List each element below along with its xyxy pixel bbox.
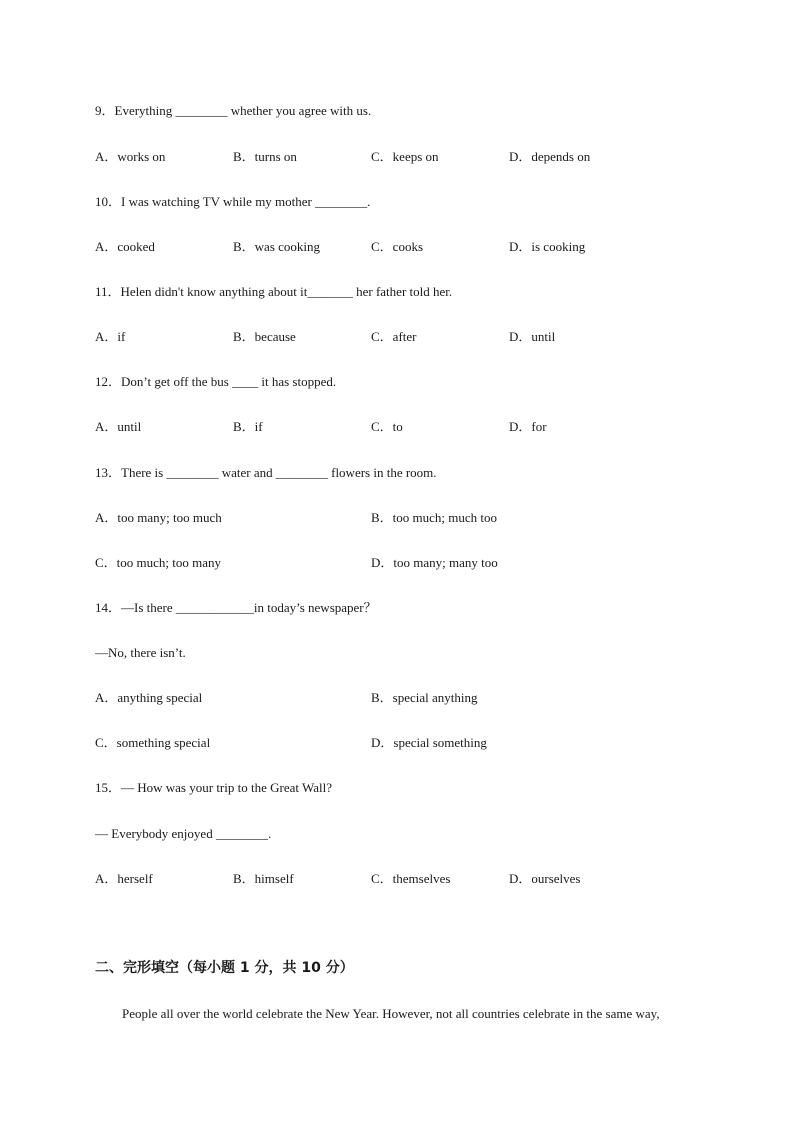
question-14-option-b: B．special anything	[371, 690, 478, 705]
question-15-option-d: D．ourselves	[509, 871, 581, 886]
question-12-option-c: C．to	[371, 419, 403, 434]
question-15-option-a: A．herself	[95, 871, 153, 886]
question-12-stem: 12．Don’t get off the bus ____ it has stopped.	[95, 374, 337, 389]
question-13-option-c: C．too much; too many	[95, 555, 222, 570]
question-14-option-d: D．special something	[371, 735, 487, 750]
question-14-stem: 14．—Is there ____________in today’s newspaper？	[95, 600, 377, 615]
question-13-option-d: D．too many; many too	[371, 555, 498, 570]
question-14-response: —No, there isn’t.	[95, 645, 186, 660]
question-15-stem: 15．— How was your trip to the Great Wall?	[95, 780, 332, 795]
question-15-option-c: C．themselves	[371, 871, 451, 886]
question-12-option-b: B．if	[233, 419, 263, 434]
question-10-stem: 10．I was watching TV while my mother ________.	[95, 194, 371, 209]
question-15-response: — Everybody enjoyed ________.	[95, 826, 272, 841]
question-10-option-c: C．cooks	[371, 239, 424, 254]
question-9-option-b: B．turns on	[233, 149, 297, 164]
question-11-option-c: C．after	[371, 329, 417, 344]
question-10-option-a: A．cooked	[95, 239, 155, 254]
question-13-stem: 13．There is ________ water and ________ flowers in the room.	[95, 465, 437, 480]
question-11-stem: 11．Helen didn't know anything about it_______ her father told her.	[95, 284, 453, 299]
section-heading: 二、完形填空（每小题 1 分，共 10 分）	[95, 960, 354, 976]
question-14-option-a: A．anything special	[95, 690, 203, 705]
question-11-option-d: D．until	[509, 329, 556, 344]
question-12-option-d: D．for	[509, 419, 547, 434]
question-10-option-b: B．was cooking	[233, 239, 321, 254]
question-15-option-b: B．himself	[233, 871, 294, 886]
question-9-option-d: D．depends on	[509, 149, 591, 164]
question-9-stem: 9．Everything ________ whether you agree with us.	[95, 103, 372, 118]
question-13-option-b: B．too much; much too	[371, 510, 498, 525]
question-13-option-a: A．too many; too much	[95, 510, 222, 525]
question-11-option-b: B．because	[233, 329, 296, 344]
question-9-option-a: A．works on	[95, 149, 166, 164]
question-11-option-a: A．if	[95, 329, 126, 344]
question-12-option-a: A．until	[95, 419, 142, 434]
question-9-option-c: C．keeps on	[371, 149, 439, 164]
passage-paragraph: People all over the world celebrate the New Year. However, not all countries celebrate in the same way,	[122, 1006, 660, 1021]
question-14-option-c: C．something special	[95, 735, 211, 750]
question-10-option-d: D．is cooking	[509, 239, 586, 254]
